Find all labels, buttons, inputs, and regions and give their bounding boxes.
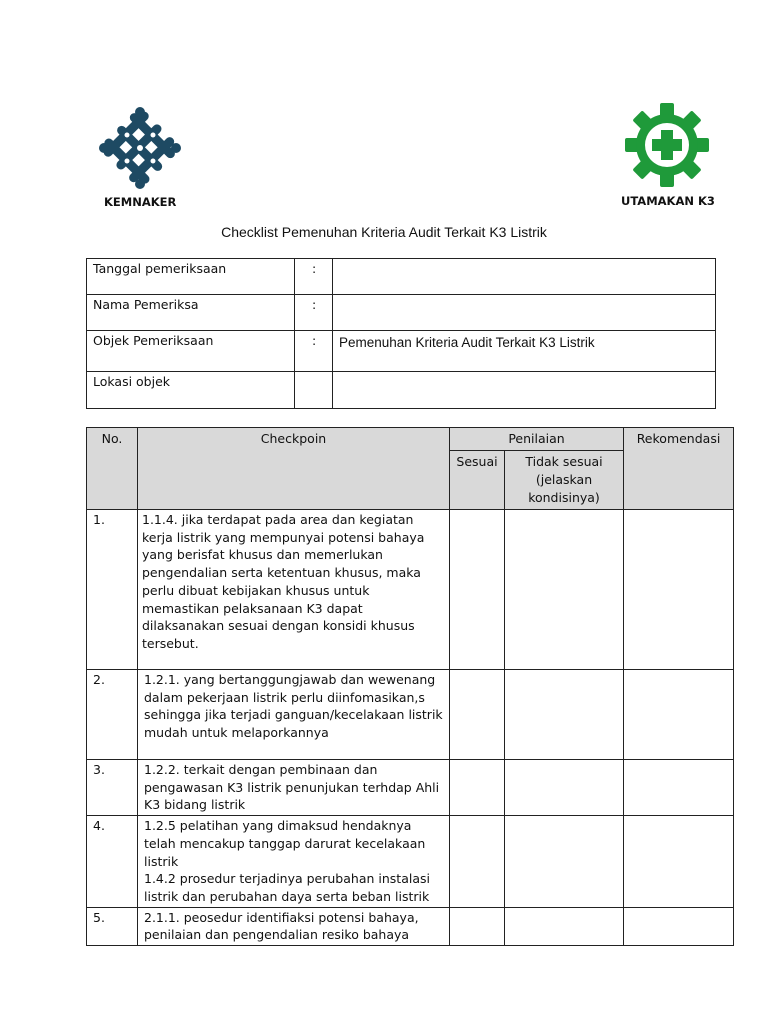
info-label: Nama Pemeriksa <box>87 295 295 331</box>
checkpoint-text: 2.1.1. peosedur identifiaksi potensi bahaya, penilaian dan pengendalian resiko bahaya <box>138 907 450 945</box>
inspection-info-table <box>86 258 716 409</box>
tidak-sesuai-cell[interactable] <box>505 816 624 908</box>
table-row <box>87 907 734 945</box>
kemnaker-logo-icon <box>96 106 184 190</box>
checkpoint-text-secondary: 1.4.2 prosedur terjadinya perubahan instalasi listrik dan perubahan daya serta beban listrik <box>144 871 430 904</box>
tidak-sesuai-cell[interactable] <box>505 760 624 816</box>
row-number: 4. <box>87 816 138 908</box>
rekomendasi-cell[interactable] <box>624 760 734 816</box>
row-number: 5. <box>87 907 138 945</box>
rekomendasi-cell[interactable] <box>624 816 734 908</box>
rekomendasi-cell[interactable] <box>624 907 734 945</box>
info-row-lokasi <box>87 372 716 409</box>
info-label: Lokasi objek <box>87 372 295 409</box>
tidak-sesuai-cell[interactable] <box>505 907 624 945</box>
tidak-sesuai-cell[interactable] <box>505 510 624 670</box>
info-value-field[interactable] <box>333 259 716 295</box>
utamakan-k3-caption: UTAMAKAN K3 <box>621 194 715 208</box>
tidak-sesuai-cell[interactable] <box>505 670 624 760</box>
info-row-tanggal <box>87 259 716 295</box>
header-tidak-sesuai: Tidak sesuai (jelaskan kondisinya) <box>505 451 624 510</box>
sesuai-cell[interactable] <box>450 510 505 670</box>
info-colon: : <box>295 295 333 331</box>
sesuai-cell[interactable] <box>450 670 505 760</box>
info-colon: : <box>295 331 333 372</box>
checkpoint-text-group <box>138 816 450 908</box>
header-no: No. <box>87 428 138 510</box>
table-row <box>87 760 734 816</box>
info-row-nama <box>87 295 716 331</box>
info-value-field[interactable]: Pemenuhan Kriteria Audit Terkait K3 Listrik <box>333 331 716 372</box>
row-number: 1. <box>87 510 138 670</box>
rekomendasi-cell[interactable] <box>624 670 734 760</box>
header-checkpoin: Checkpoin <box>138 428 450 510</box>
sesuai-cell[interactable] <box>450 760 505 816</box>
header-rekomendasi: Rekomendasi <box>624 428 734 510</box>
row-number: 3. <box>87 760 138 816</box>
kemnaker-caption: KEMNAKER <box>104 195 177 209</box>
checkpoint-text: 1.2.5 pelatihan yang dimaksud hendaknya telah mencakup tanggap darurat kecelakaan listrik <box>144 818 426 869</box>
sesuai-cell[interactable] <box>450 907 505 945</box>
info-value-field[interactable] <box>333 295 716 331</box>
k3-gear-cross-logo-icon <box>624 102 710 188</box>
info-value-field[interactable] <box>333 372 716 409</box>
rekomendasi-cell[interactable] <box>624 510 734 670</box>
checkpoint-text: 1.2.2. terkait dengan pembinaan dan pengawasan K3 listrik penunjukan terhdap Ahli K3 bidang listrik <box>138 760 450 816</box>
info-label: Tanggal pemeriksaan <box>87 259 295 295</box>
info-colon: : <box>295 259 333 295</box>
info-row-objek <box>87 331 716 372</box>
checkpoint-text: 1.2.1. yang bertanggungjawab dan wewenang dalam pekerjaan listrik perlu diinfomasikan,s sehingga jika terjadi ganguan/kecelakaan listrik mudah untuk melaporkannya <box>138 670 450 760</box>
header-sesuai: Sesuai <box>450 451 505 510</box>
table-row <box>87 510 734 670</box>
info-label: Objek Pemeriksaan <box>87 331 295 372</box>
info-colon <box>295 372 333 409</box>
document-title: Checklist Pemenuhan Kriteria Audit Terkait K3 Listrik <box>221 224 547 240</box>
table-row <box>87 670 734 760</box>
checkpoint-text: 1.1.4. jika terdapat pada area dan kegiatan kerja listrik yang mempunyai potensi bahaya yang berisfat khusus dan memerlukan pengendalian serta ketentuan khusus, maka perlu dibuat kebijakan khusus untuk memastikan pelaksanaan K3 dapat dilaksanakan sesuai dengan konsidi khusus tersebut. <box>138 510 450 670</box>
checklist-table <box>86 427 734 946</box>
sesuai-cell[interactable] <box>450 816 505 908</box>
table-row <box>87 816 734 908</box>
header-penilaian: Penilaian <box>450 428 624 451</box>
row-number: 2. <box>87 670 138 760</box>
